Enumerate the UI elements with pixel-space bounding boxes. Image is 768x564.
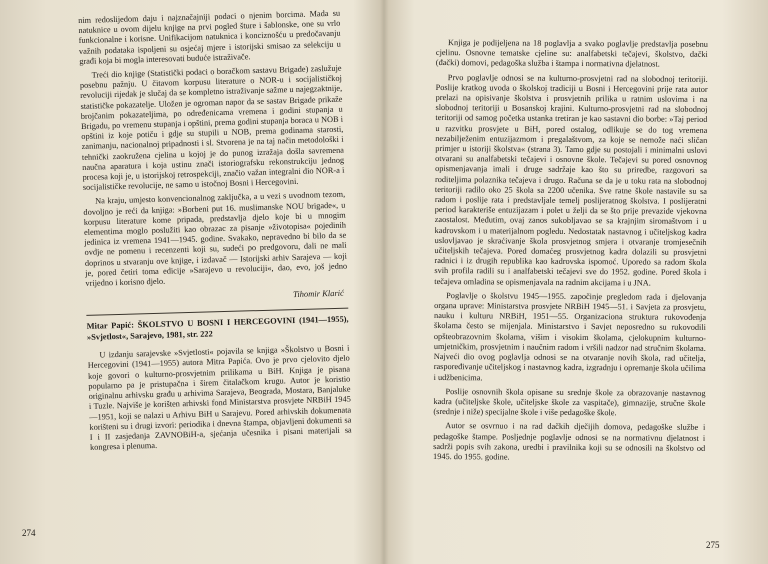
right-paragraph-3: Poglavlje o školstvu 1945—1955. započinje pregledom rada i djelovanja organa uprave: Ministarstva prosvjete NRBiH 1945—51. i Savjeta za prosvjetu, nauku i kulturu NRBiH, 1951—55. Organizaciona struktura rukovođenja školama često se mijenjala. Ministarstvo i Savjet neposredno su rukovodili opšteobrazovnim školama, višim i visokim školama, cjelokupnim kulturno-umjetničkim, prosvjetnim i naučnim radom i vršili nadzor nad stručnim školama. Najveći dio ovog poglavlja odnosi se na otvaranje novih škola, rad učitelja, raspoređivanje učiteljskog i nastavnog kadra, izgradnju i opremanje škola učilima i udžbenicima. <box>433 290 707 382</box>
page-number-left: 274 <box>22 528 36 538</box>
right-text-block <box>433 38 708 468</box>
left-paragraph-1: nim redoslijedom daju i najznačajniji podaci o njenim borcima. Mada su natuknice u ovom dijelu knjige na prvi pogled šture i šablonske, one su vrlo funkcionalne i korisne. Unifikacijom natuknica i konciznošću u predočavanju važnih podataka ispoljeni su osjećaj mjere i istorijski smisao za selekciju u građi koja bi mogla interesovati buduće istraživače. <box>78 8 342 66</box>
left-paragraph-3: Na kraju, umjesto konvencionalnog zaključka, a u vezi s uvodnom tezom, dovoljno je reći da knjiga: »Borbeni put 16. muslimanske NOU brigade«, u korpusu literature kome pripada, predstavlja djelo koje bi u mnogim elementima moglo poslužiti kao obrazac za pisanje »životopisa« pojedinih jedinica iz vremena 1941—1945. godine. Svakako, nepravedno bi bilo da se ovdje ne pomenu i recenzenti koji su, sudeći po predgovoru, dali ne mali doprinos u stvaranju ove knjige, i izdavač — Istorijski arhiv Sarajeva — koji je, pored četiri toma edicije »Sarajevo u revoluciji«, dao, evo, još jedno vrijedno i korisno djelo. <box>83 190 348 288</box>
page-number-right: 275 <box>706 540 720 550</box>
left-paragraph-2: Treći dio knjige (Statistički podaci o boračkom sastavu Brigade) zaslužuje posebnu pažnju. U čitavom korpusu literature o NOR-u i socijalističkoj revoluciji rijedak je slučaj da se kompletno istraživanje sažme u najegzaktnije, statističke pokazatelje. Uložen je ogroman napor da se sastav Brigade prikaže brojčanim pokazateljima, po određenicama vremena i godini stupanja u Brigadu, po vremenu stupanja i opštini, prema godini stupanja boraca u NOB i opštini iz koje potiču i gdje su stupili u NOB, prema godinama starosti, zanimanju, nacionalnoj pripadnosti i sl. Stvorena je na taj način metodološki i tehnički zaokružena cjelina u kojoj je do punog izražaja došla savremena naučna aparatura i koja ustinu znači istoriografsku rekonstrukciju jednog procesa koji je, u istorijskoj retrospekciji, značio važan integralni dio NOR-a i socijalističke revolucije, ne samo u istočnoj Bosni i Hercegovini. <box>79 63 345 193</box>
right-paragraph-4: Poslije osnovnih škola opisane su srednje škole za obrazovanje nastavnog kadra (učiteljske škole, učiteljske škole za vaspitače), gimnazije, stručne škole (srednje i niže) specijalne škole i više pedagoške škole. <box>433 386 706 418</box>
left-text-block <box>78 9 352 457</box>
right-page <box>384 0 768 564</box>
review-signature: Tihomir Klarić <box>292 287 344 300</box>
review-heading: Mitar Papić: ŠKOLSTVO U BOSNI I HERCEGOVINI (1941—1955), »Svjetlost«, Sarajevo, 1981, str. 222 <box>86 314 349 342</box>
right-paragraph-2: Prvo poglavlje odnosi se na kulturno-prosvjetni rad na slobodnoj teritoriji. Poslije kratkog uvoda o školskoj tradiciji u Bosni i Hercegovini prije rata autor prelazi na opisivanje školstva i prosvjetnih prilika u ratnim uslovima i na slobodnoj teritoriji u Bosanskoj krajini. Kulturno-prosvjetni rad na slobodnoj teritoriji od samog početka ustanka tretiran je kao sastavni dio borbe: »Taj period u razvitku prosvjete u BiH, pored ostalog, odlikuje se do tog vremena nezabilježenim entuzijazmom i pregalaštvom, za koje se nemože naći sličan primjer u istoriji školstva« (strana 3). Tamo gdje su postojali i minimalni uslovi otvarani su analfabetski tečajevi i osnovne škole. Tečajevi su pored osnovnog opismenjavanja imali i druge sadržaje kao što su priredbe, razgovori sa roditeljima polaznika tečajeva i drugo. Računa se da je u toku rata na slobodnoj teritoriji radilo oko 25 škola sa 2200 učenika. Sve ratne škole nastavile su sa radom i poslije rata i predstavljale temelj poslijeratnog školstva. I poslijeratni period karakteriše entuzijazam i polet u želji da se što prije prevazide vjekovna zaostalost. Međutim, ovaj zanos sukobljavao se sa krajnjim siromaštvom i u kadrovskom i u materijalnom pogledu. Nedostatak nastavnog i učiteljskog kadra uslovljavao je skraćivanje škola prosvjetnog smjera i otvaranje tromjesečnih učiteljskih tečajeva. Pored domaćeg prosvjetnog kadra dolazili su prosvjetni radnici i iz drugih republika kao kadrovska ispomoć. Uporedo sa radom škola svih profila radili su i analfabetski tečajevi sve do 1952. godine. Pored škola i tečajeva omladina se opismenjavala na radnim akcijama i u JNA. <box>434 72 708 288</box>
right-paragraph-1: Knjiga je podijeljena na 18 poglavlja a svako poglavlje predstavlja posebnu cjelinu. Osnovne tematske cjeline su: analfabetski tečajevi, školstvo, dački (đački) domovi, pedagoška služba i štampa i normativna djelatnost. <box>435 38 708 69</box>
right-paragraph-5: Autor se osvrnuo i na rad dačkih dječijih domova, pedagoške službe i pedagoške štampe. Posljednje poglavlje odnosi se na normativnu djelatnost i sadrži popis svih zakona, uredbi i pravilnika koji su se odnosili na školstvo od 1945. do 1955. godine. <box>433 421 706 462</box>
left-paragraph-4: U izdanju sarajevske »Svjetlosti« pojavila se knjiga »Školstvo u Bosni i Hercegovini (1941—1955) autora Mitra Papića. Ovo je prvo cjelovito djelo koje govori o kulturno-prosvjetnim prilikama u BiH. Knjiga je pisana popularno pa je pristupačna i širem čitalačkom krugu. Autor je koristio originalnu arhivsku građu u arhivima Sarajeva, Beograda, Mostara, Banjaluke i Tuzle. Najviše je korišten arhivski fond Ministarstva prosvjete NRBiH 1945—1951, koji se nalazi u Arhivu BiH u Sarajevu. Pored arhivskih dokumenata korišteni su i drugi izvori: periodika i dnevna štampa, objavljeni dokumenti sa I i II zasjedanja ZAVNOBiH-a, sjećanja učesnika i pisani materijali sa kongresa i plenuma. <box>87 343 352 452</box>
